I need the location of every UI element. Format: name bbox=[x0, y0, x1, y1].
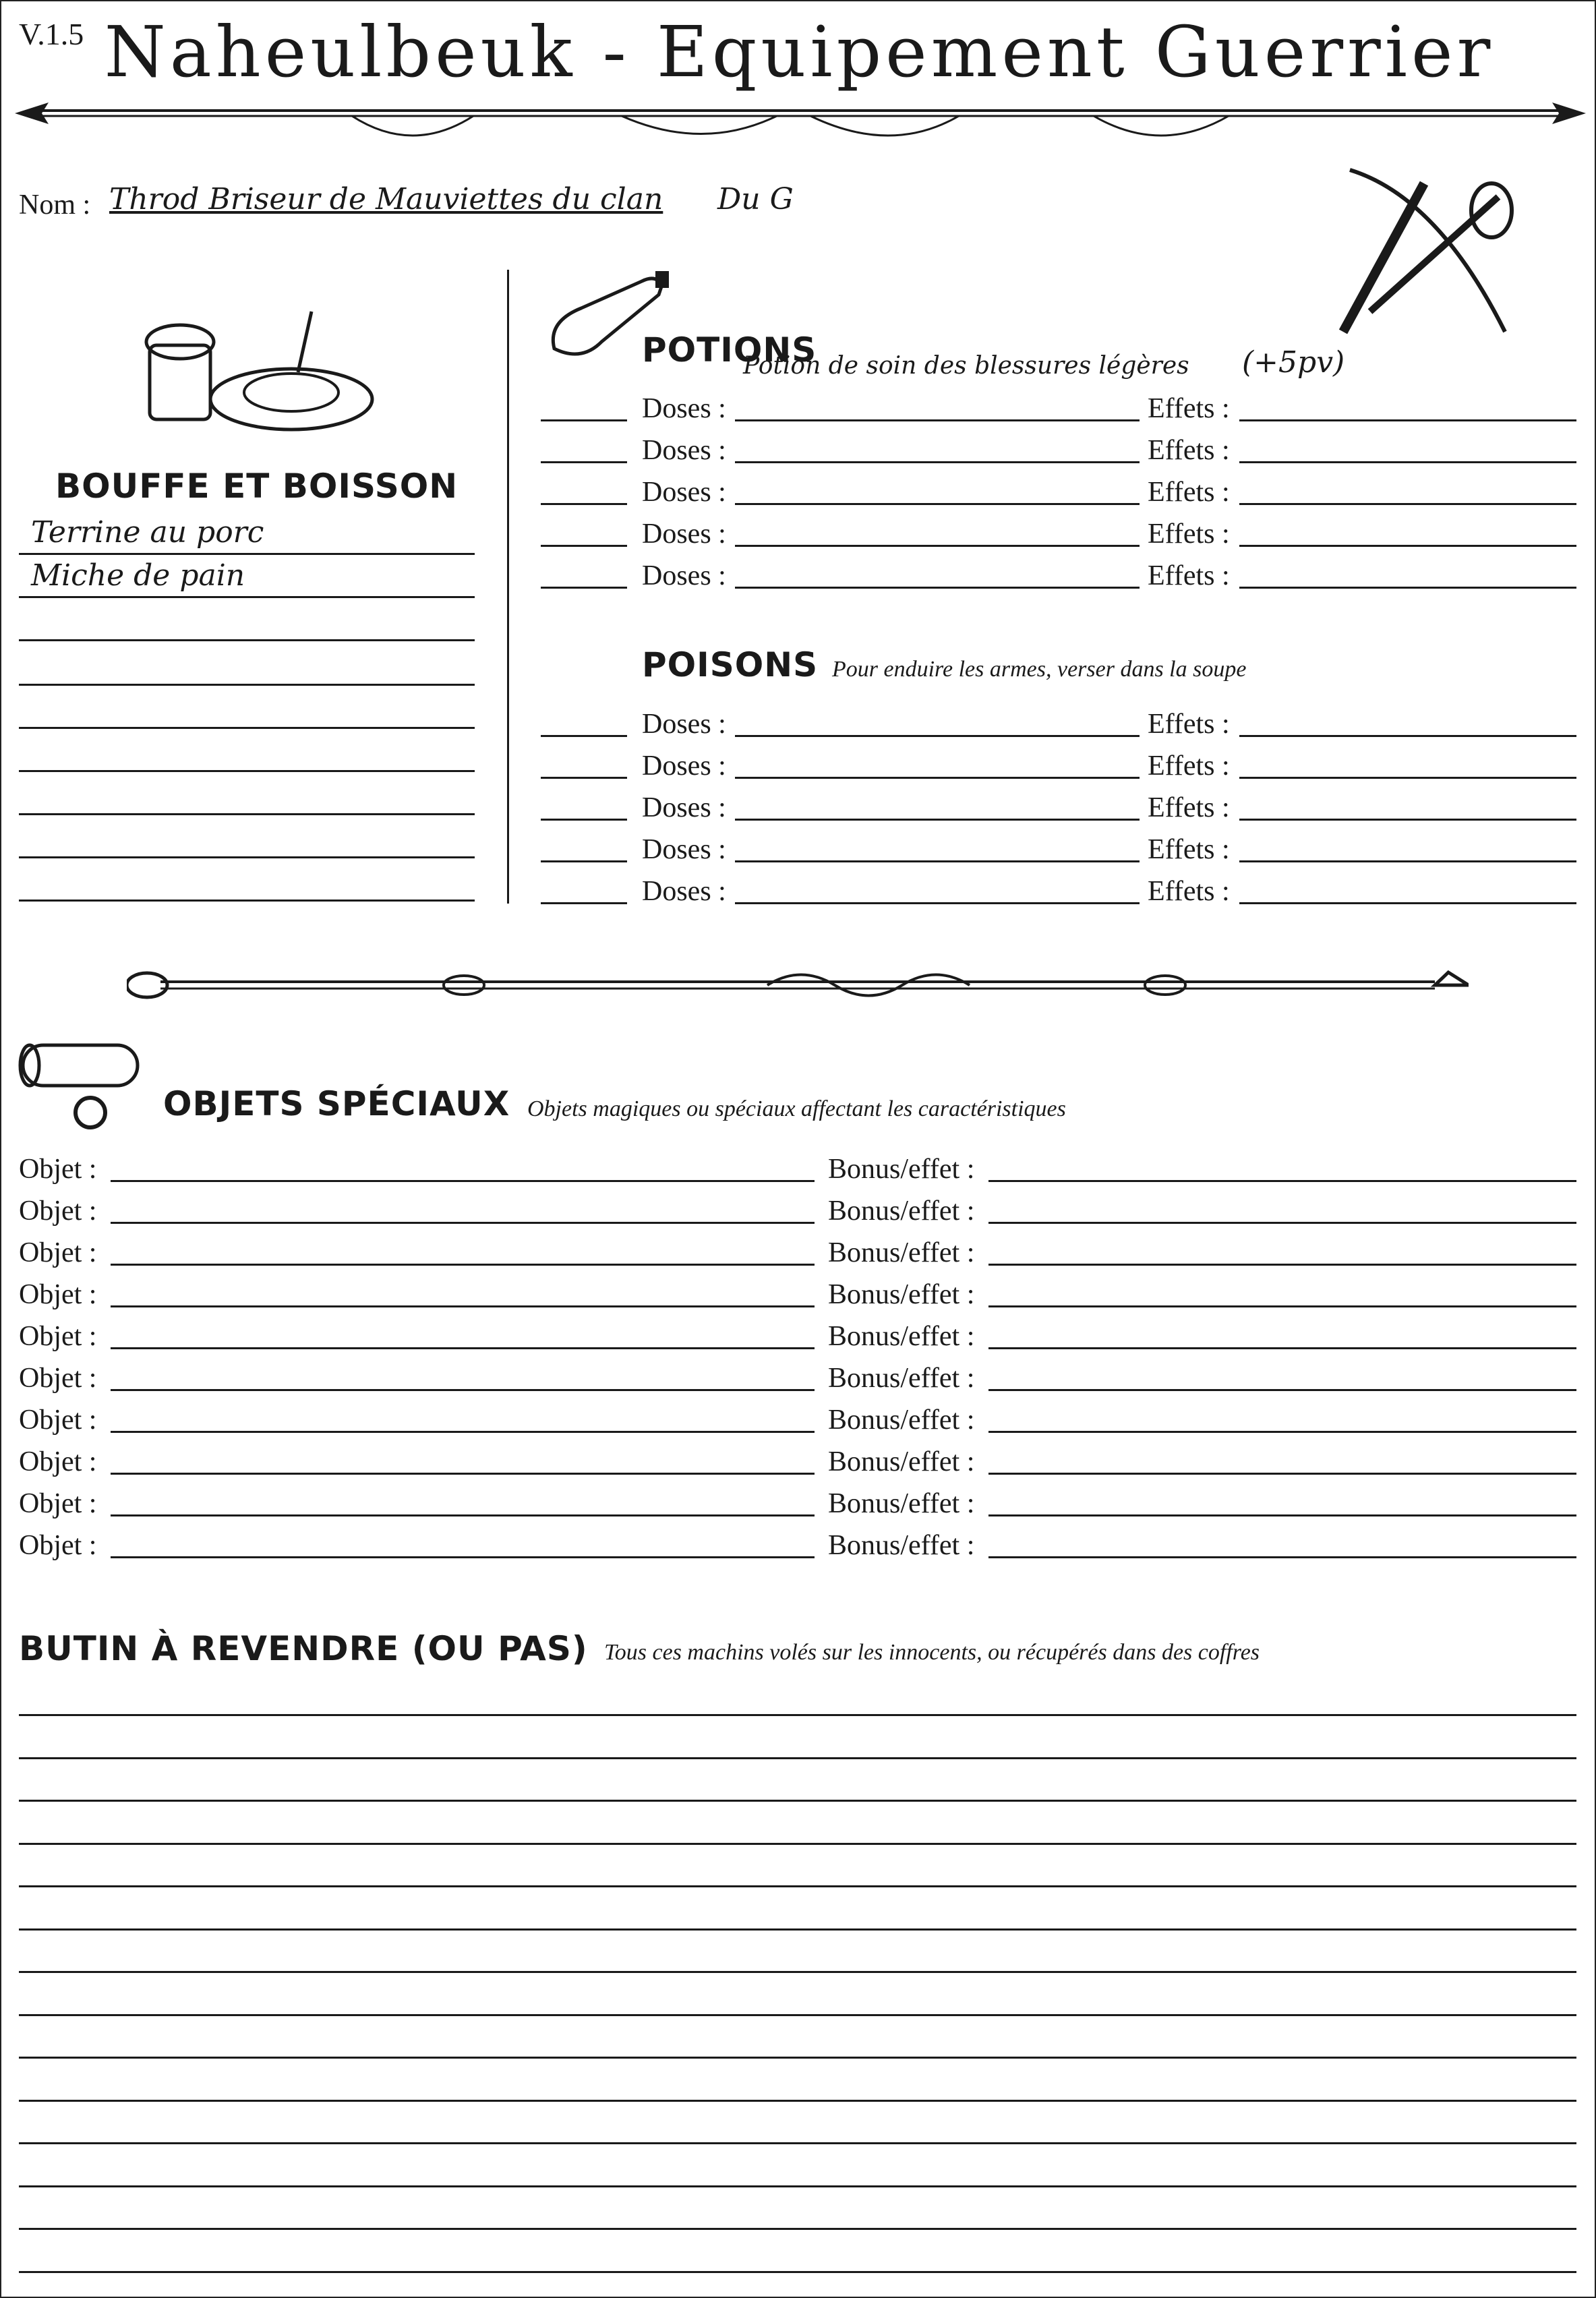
object-line[interactable] bbox=[111, 1473, 815, 1475]
object-line[interactable] bbox=[111, 1556, 815, 1558]
object-label: Objet : bbox=[19, 1530, 97, 1561]
object-line[interactable] bbox=[111, 1305, 815, 1307]
potion-effets-label: Effets : bbox=[1148, 393, 1230, 424]
bonus-line[interactable] bbox=[988, 1389, 1576, 1391]
food-line-2[interactable] bbox=[19, 596, 475, 598]
potions-note-extra: (+5pv) bbox=[1242, 345, 1345, 380]
bonus-label: Bonus/effet : bbox=[828, 1530, 975, 1561]
special-subtitle: Objets magiques ou spéciaux affectant les caractéristiques bbox=[527, 1096, 1066, 1121]
poison-doses-label: Doses : bbox=[642, 792, 726, 823]
bonus-label: Bonus/effet : bbox=[828, 1405, 975, 1436]
crossed-weapons-icon bbox=[1330, 156, 1525, 352]
bonus-line[interactable] bbox=[988, 1431, 1576, 1433]
potion-effets-line[interactable] bbox=[1239, 587, 1576, 589]
bonus-line[interactable] bbox=[988, 1514, 1576, 1516]
food-line-9[interactable] bbox=[19, 900, 475, 902]
poison-doses-label: Doses : bbox=[642, 709, 726, 740]
special-heading: OBJETS SPÉCIAUX bbox=[163, 1084, 510, 1123]
potion-doses-line[interactable] bbox=[735, 503, 1140, 505]
loot-line[interactable] bbox=[19, 1714, 1576, 1716]
poison-effets-line[interactable] bbox=[1239, 860, 1576, 862]
poison-qty-line[interactable] bbox=[541, 777, 627, 779]
poison-doses-label: Doses : bbox=[642, 834, 726, 865]
potion-effets-line[interactable] bbox=[1239, 419, 1576, 421]
loot-line[interactable] bbox=[19, 2271, 1576, 2273]
spear-divider-icon bbox=[15, 88, 1586, 148]
poison-qty-line[interactable] bbox=[541, 902, 627, 904]
poison-qty-line[interactable] bbox=[541, 735, 627, 737]
object-label: Objet : bbox=[19, 1363, 97, 1394]
bonus-label: Bonus/effet : bbox=[828, 1363, 975, 1394]
loot-line[interactable] bbox=[19, 1843, 1576, 1845]
food-item-1[interactable]: Terrine au porc bbox=[31, 515, 264, 550]
loot-line[interactable] bbox=[19, 2228, 1576, 2230]
potion-effets-label: Effets : bbox=[1148, 519, 1230, 550]
poison-effets-label: Effets : bbox=[1148, 792, 1230, 823]
food-line-3[interactable] bbox=[19, 639, 475, 641]
bonus-line[interactable] bbox=[988, 1556, 1576, 1558]
poison-doses-line[interactable] bbox=[735, 819, 1140, 821]
loot-line[interactable] bbox=[19, 2057, 1576, 2059]
object-label: Objet : bbox=[19, 1196, 97, 1227]
food-plate-icon bbox=[136, 298, 379, 440]
food-line-5[interactable] bbox=[19, 727, 475, 729]
poison-effets-line[interactable] bbox=[1239, 902, 1576, 904]
poison-effets-line[interactable] bbox=[1239, 819, 1576, 821]
bonus-line[interactable] bbox=[988, 1222, 1576, 1224]
loot-line[interactable] bbox=[19, 1757, 1576, 1759]
bonus-line[interactable] bbox=[988, 1305, 1576, 1307]
potion-doses-line[interactable] bbox=[735, 461, 1140, 463]
loot-line[interactable] bbox=[19, 1800, 1576, 1802]
bonus-line[interactable] bbox=[988, 1473, 1576, 1475]
loot-subtitle: Tous ces machins volés sur les innocents, ou récupérés dans des coffres bbox=[604, 1640, 1260, 1665]
name-value[interactable]: Throd Briseur de Mauviettes du clan bbox=[109, 182, 663, 216]
potion-effets-line[interactable] bbox=[1239, 545, 1576, 547]
loot-line[interactable] bbox=[19, 2100, 1576, 2102]
bonus-label: Bonus/effet : bbox=[828, 1446, 975, 1477]
object-label: Objet : bbox=[19, 1321, 97, 1352]
loot-line[interactable] bbox=[19, 1971, 1576, 1973]
bonus-label: Bonus/effet : bbox=[828, 1237, 975, 1268]
object-line[interactable] bbox=[111, 1264, 815, 1266]
bonus-label: Bonus/effet : bbox=[828, 1279, 975, 1310]
potion-effets-line[interactable] bbox=[1239, 503, 1576, 505]
potion-doses-line[interactable] bbox=[735, 419, 1140, 421]
bonus-line[interactable] bbox=[988, 1347, 1576, 1349]
name-label: Nom : bbox=[19, 189, 91, 220]
bonus-line[interactable] bbox=[988, 1180, 1576, 1182]
potion-doses-label: Doses : bbox=[642, 519, 726, 550]
poison-effets-label: Effets : bbox=[1148, 876, 1230, 907]
food-line-8[interactable] bbox=[19, 856, 475, 858]
object-line[interactable] bbox=[111, 1431, 815, 1433]
loot-heading: BUTIN À REVENDRE (OU PAS) bbox=[19, 1629, 588, 1668]
object-label: Objet : bbox=[19, 1446, 97, 1477]
potion-qty-line[interactable] bbox=[541, 461, 627, 463]
potion-effets-label: Effets : bbox=[1148, 560, 1230, 591]
object-label: Objet : bbox=[19, 1488, 97, 1519]
loot-line[interactable] bbox=[19, 2142, 1576, 2144]
food-line-4[interactable] bbox=[19, 684, 475, 686]
potions-note: Potion de soin des blessures légères bbox=[743, 352, 1189, 380]
potions-heading: POTIONS bbox=[642, 330, 817, 370]
food-heading: BOUFFE ET BOISSON bbox=[55, 467, 459, 506]
staff-divider-icon bbox=[127, 958, 1469, 1011]
potion-doses-line[interactable] bbox=[735, 545, 1140, 547]
loot-line[interactable] bbox=[19, 2014, 1576, 2016]
poison-effets-label: Effets : bbox=[1148, 709, 1230, 740]
potion-doses-label: Doses : bbox=[642, 477, 726, 508]
loot-line[interactable] bbox=[19, 1928, 1576, 1931]
poison-qty-line[interactable] bbox=[541, 860, 627, 862]
bonus-label: Bonus/effet : bbox=[828, 1154, 975, 1185]
poison-effets-line[interactable] bbox=[1239, 777, 1576, 779]
bonus-label: Bonus/effet : bbox=[828, 1488, 975, 1519]
potion-doses-line[interactable] bbox=[735, 587, 1140, 589]
potion-doses-label: Doses : bbox=[642, 393, 726, 424]
poisons-heading: POISONS bbox=[642, 645, 819, 684]
poison-doses-line[interactable] bbox=[735, 902, 1140, 904]
poisons-subtitle: Pour enduire les armes, verser dans la soupe bbox=[832, 657, 1247, 682]
object-line[interactable] bbox=[111, 1347, 815, 1349]
potion-effets-label: Effets : bbox=[1148, 477, 1230, 508]
object-line[interactable] bbox=[111, 1389, 815, 1391]
column-divider bbox=[507, 270, 509, 904]
potion-effets-line[interactable] bbox=[1239, 461, 1576, 463]
poison-effets-label: Effets : bbox=[1148, 750, 1230, 782]
scroll-ring-icon bbox=[16, 1032, 151, 1140]
object-label: Objet : bbox=[19, 1154, 97, 1185]
bonus-line[interactable] bbox=[988, 1264, 1576, 1266]
object-label: Objet : bbox=[19, 1237, 97, 1268]
food-item-2[interactable]: Miche de pain bbox=[31, 558, 245, 593]
poison-qty-line[interactable] bbox=[541, 819, 627, 821]
page-title: Naheulbeuk - Equipement Guerrier bbox=[104, 11, 1495, 93]
potion-qty-line[interactable] bbox=[541, 503, 627, 505]
food-line-6[interactable] bbox=[19, 770, 475, 772]
poison-doses-line[interactable] bbox=[735, 860, 1140, 862]
object-label: Objet : bbox=[19, 1405, 97, 1436]
poison-doses-label: Doses : bbox=[642, 750, 726, 782]
poison-effets-label: Effets : bbox=[1148, 834, 1230, 865]
potion-effets-label: Effets : bbox=[1148, 435, 1230, 466]
loot-line[interactable] bbox=[19, 1885, 1576, 1887]
food-line-1[interactable] bbox=[19, 553, 475, 555]
poison-effets-line[interactable] bbox=[1239, 735, 1576, 737]
poison-doses-label: Doses : bbox=[642, 876, 726, 907]
loot-line[interactable] bbox=[19, 2185, 1576, 2187]
potion-qty-line[interactable] bbox=[541, 587, 627, 589]
object-label: Objet : bbox=[19, 1279, 97, 1310]
food-line-7[interactable] bbox=[19, 813, 475, 815]
poison-doses-line[interactable] bbox=[735, 735, 1140, 737]
version-label: V.1.5 bbox=[19, 17, 84, 51]
object-line[interactable] bbox=[111, 1514, 815, 1516]
poison-doses-line[interactable] bbox=[735, 777, 1140, 779]
potion-doses-label: Doses : bbox=[642, 560, 726, 591]
potion-qty-line[interactable] bbox=[541, 545, 627, 547]
object-line[interactable] bbox=[111, 1180, 815, 1182]
name-extra: Du G bbox=[717, 182, 794, 216]
potion-doses-label: Doses : bbox=[642, 435, 726, 466]
bonus-label: Bonus/effet : bbox=[828, 1196, 975, 1227]
bonus-label: Bonus/effet : bbox=[828, 1321, 975, 1352]
object-line[interactable] bbox=[111, 1222, 815, 1224]
potion-qty-line[interactable] bbox=[541, 419, 627, 421]
